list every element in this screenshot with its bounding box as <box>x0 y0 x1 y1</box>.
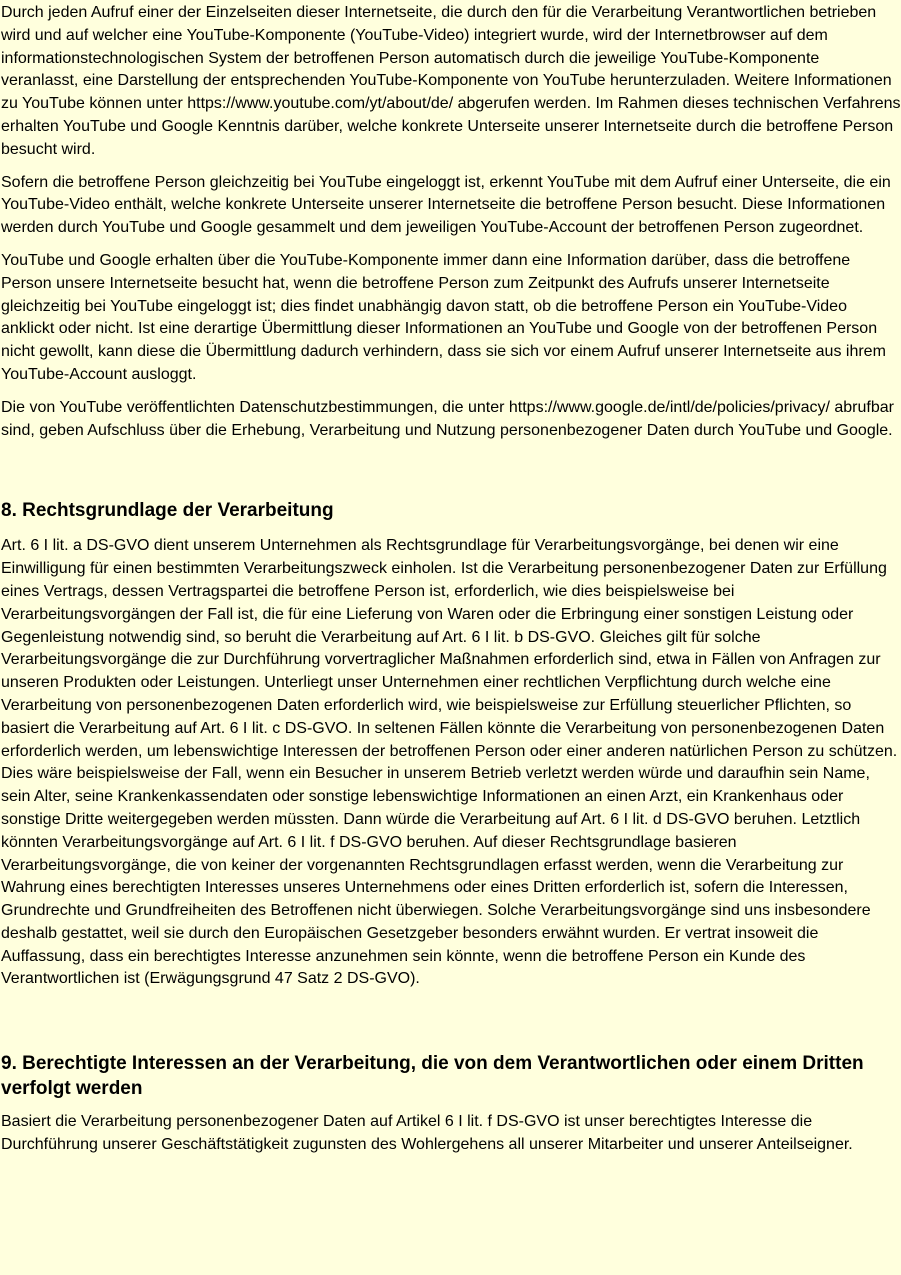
youtube-paragraph-4: Die von YouTube veröffentlichten Datenschutzbestimmungen, die unter https://www.google.de/intl/de/policies/privacy/ abrufbar sind, geben Aufschluss über die Erhebung, Verarbeitung und Nutzung personenbezogener Daten durch YouTube und Google. <box>1 398 894 439</box>
youtube-paragraph-2: Sofern die betroffene Person gleichzeitig bei YouTube eingeloggt ist, erkennt YouTube mit dem Aufruf einer Unterseite, die ein YouTube-Video enthält, welche konkrete Unterseite unserer Internetseite die betroffene Person besucht. Diese Informationen werden durch YouTube und Google gesammelt und dem jeweiligen YouTube-Account der betroffenen Person zugeordnet. <box>1 173 891 237</box>
section-spacer <box>1 1001 901 1035</box>
section-9-body: Basiert die Verarbeitung personenbezogener Daten auf Artikel 6 I lit. f DS-GVO ist unser berechtigtes Interesse die Durchführung unserer Geschäftstätigkeit zugunsten des Wohlergehens all unserer Mitarbeiter und unserer Anteilseigner. <box>1 1113 853 1154</box>
section-8-body: Art. 6 I lit. a DS-GVO dient unserem Unternehmen als Rechtsgrundlage für Verarbeitungsvorgänge, bei denen wir eine Einwilligung für einen bestimmten Verarbeitungszweck einholen. Ist die Verarbeitung personenbezogener Daten zur Erfüllung eines Vertrags, dessen Vertragspartei die betroffene Person ist, erforderlich, wie dies beispielsweise bei Verarbeitungsvorgängen der Fall ist, die für eine Lieferung von Waren oder die Erbringung einer sonstigen Leistung oder Gegenleistung notwendig sind, so beruht die Verarbeitung auf Art. 6 I lit. b DS-GVO. Gleiches gilt für solche Verarbeitungsvorgänge die zur Durchführung vorvertraglicher Maßnahmen erforderlich sind, etwa in Fällen von Anfragen zur unseren Produkten oder Leistungen. Unterliegt unser Unternehmen einer rechtlichen Verpflichtung durch welche eine Verarbeitung von personenbezogenen Daten erforderlich wird, wie beispielsweise zur Erfüllung steuerlicher Pflichten, so basiert die Verarbeitung auf Art. 6 I lit. c DS-GVO. In seltenen Fällen könnte die Verarbeitung von personenbezogenen Daten erforderlich werden, um lebenswichtige Interessen der betroffenen Person oder einer anderen natürlichen Person zu schützen. Dies wäre beispielsweise der Fall, wenn ein Besucher in unserem Betrieb verletzt werden würde und daraufhin sein Name, sein Alter, seine Krankenkassendaten oder sonstige lebenswichtige Informationen an einen Arzt, ein Krankenhaus oder sonstige Dritte weitergegeben werden müssten. Dann würde die Verarbeitung auf Art. 6 I lit. d DS-GVO beruhen. Letztlich könnten Verarbeitungsvorgänge auf Art. 6 I lit. f DS-GVO beruhen. Auf dieser Rechtsgrundlage basieren Verarbeitungsvorgänge, die von keiner der vorgenannten Rechtsgrundlagen erfasst werden, wenn die Verarbeitung zur Wahrung eines berechtigten Interesses unseres Unternehmens oder eines Dritten erforderlich ist, sofern die Interessen, Grundrechte und Grundfreiheiten des Betroffenen nicht überwiegen. Solche Verarbeitungsvorgänge sind uns insbesondere deshalb gestattet, weil sie durch den Europäischen Gesetzgeber besonders erwähnt wurden. Er vertrat insoweit die Auffassung, dass ein berechtigtes Interesse anzunehmen sein könnte, wenn die betroffene Person ein Kunde des Verantwortlichen ist (Erwägungsgrund 47 Satz 2 DS-GVO). <box>1 537 898 988</box>
section-spacer <box>1 452 901 486</box>
section-9-heading: 9. Berechtigte Interessen an der Verarbeitung, die von dem Verantwortlichen oder einem Dritten verfolgt werden <box>1 1053 864 1100</box>
youtube-paragraph-3: YouTube und Google erhalten über die YouTube-Komponente immer dann eine Information darüber, dass die betroffene Person unsere Internetseite besucht hat, wenn die betroffene Person zum Zeitpunkt des Aufrufs unserer Internetseite gleichzeitig bei YouTube eingeloggt ist; dies findet unabhängig davon statt, ob die betroffene Person ein YouTube-Video anklickt oder nicht. Ist eine derartige Übermittlung dieser Informationen an YouTube und Google von der betroffenen Person nicht gewollt, kann diese die Übermittlung dadurch verhindern, dass sie sich vor einem Aufruf unserer Internetseite aus ihrem YouTube-Account ausloggt. <box>1 251 886 383</box>
youtube-paragraph-1: Durch jeden Aufruf einer der Einzelseiten dieser Internetseite, die durch den für die Verarbeitung Verantwortlichen betrieben wird und auf welcher eine YouTube-Komponente (YouTube-Video) integriert wurde, wird der Internetbrowser auf dem informationstechnologischen System der betroffenen Person automatisch durch die jeweilige YouTube-Komponente veranlasst, eine Darstellung der entsprechenden YouTube-Komponente von YouTube herunterzuladen. Weitere Informationen zu YouTube können unter https://www.youtube.com/yt/about/de/ abgerufen werden. Im Rahmen dieses technischen Verfahrens erhalten YouTube und Google Kenntnis darüber, welche konkrete Unterseite unserer Internetseite durch die betroffene Person besucht wird. <box>1 4 901 158</box>
section-8-heading: 8. Rechtsgrundlage der Verarbeitung <box>1 500 334 522</box>
